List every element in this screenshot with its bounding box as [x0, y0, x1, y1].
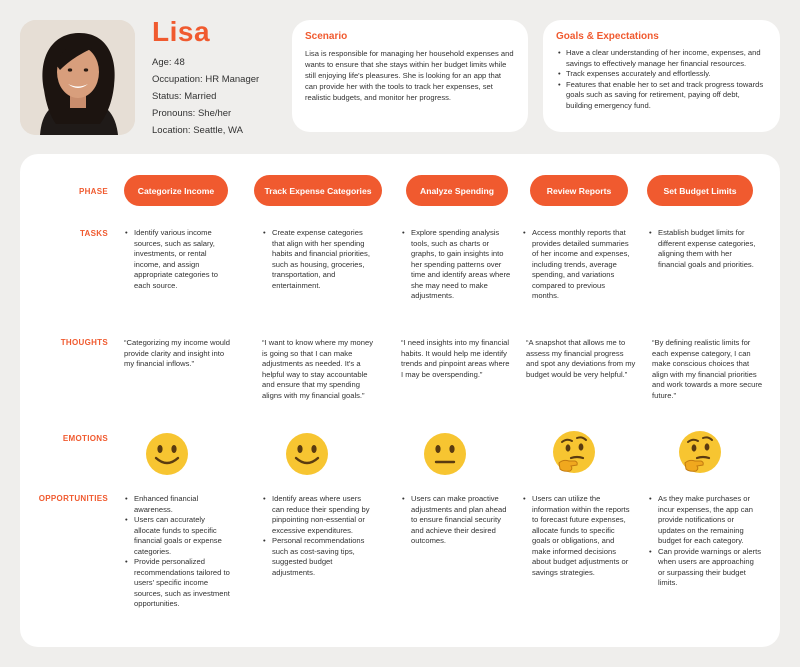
goals-title: Goals & Expectations: [556, 31, 659, 42]
phase-categorize-income: Categorize Income: [124, 175, 228, 206]
opportunity-item: • Enhanced financial awareness.: [124, 494, 230, 515]
thought-cell: “I want to know where my money is going so that I can make adjustments as needed. It's a helpful way to stay accountable and ensure that my spending aligns with my financial goals.”: [262, 338, 373, 400]
task-item: • Explore spending analysis tools, such as charts or graphs, to gain insights into her spending patterns over time and identify areas where she may need to make adjustments.: [401, 228, 511, 302]
goals-list: [556, 48, 767, 111]
opportunities-cell: [522, 494, 634, 578]
tasks-cell: [401, 228, 511, 302]
slightly-smiling-face-icon: [144, 431, 190, 477]
tasks-cell: [262, 228, 372, 291]
persona-pronouns: Pronouns: She/her: [152, 108, 232, 119]
persona-age: Age: 48: [152, 57, 185, 68]
opportunity-item: • Can provide warnings or alerts when users are approaching or surpassing their budget limits.: [648, 547, 762, 589]
scenario-title: Scenario: [305, 31, 348, 42]
thought-cell: “I need insights into my financial habits. It would help me identify trends and pinpoint areas where I may be overspending.”: [401, 338, 510, 379]
phase-analyze-spending: Analyze Spending: [406, 175, 508, 206]
opportunity-item: • Provide personalized recommendations tailored to users' specific income sources, such as investment opportunities.: [124, 557, 230, 610]
tasks-cell: [648, 228, 760, 270]
tasks-cell: [522, 228, 634, 302]
goal-item: • Track expenses accurately and effortlessly.: [556, 69, 767, 80]
goal-item: • Features that enable her to set and track progress towards goals such as saving for retirement, paying off debt, building emergency fund.: [556, 80, 767, 112]
phase-review-reports: Review Reports: [530, 175, 628, 206]
scenario-text: Lisa is responsible for managing her household expenses and wants to ensure that she stays within her budget limits while still enjoying life's pleasures. She is looking for an app that can provide her with the tools to track her expenses, set realistic budgets, and monitor her progress.: [305, 49, 514, 102]
task-item: • Create expense categories that align with her spending habits and financial priorities, such as housing, groceries, transportation, and entertainment.: [262, 228, 372, 291]
persona-status: Status: Married: [152, 91, 217, 102]
opportunity-item: • Users can utilize the information within the reports to forecast future expenses, allocate funds to specific goals or obligations, and make informed decisions about budget adjustments or savings strategies.: [522, 494, 634, 578]
label-opportunities: OPPORTUNITIES: [38, 494, 108, 503]
opportunity-item: • Users can make proactive adjustments and plan ahead to ensure financial security and achieve their desired outcomes.: [401, 494, 511, 547]
thinking-face-icon: [677, 429, 723, 475]
persona-name: Lisa: [152, 16, 211, 47]
opportunity-item: • Users can accurately allocate funds to specific financial goals or expense categories.: [124, 515, 230, 557]
tasks-cell: [124, 228, 230, 291]
persona-photo-icon: [20, 20, 135, 135]
persona-facts: [152, 54, 259, 139]
journey-card: [20, 154, 780, 647]
neutral-face-icon: [422, 431, 468, 477]
task-item: • Identify various income sources, such as salary, investments, or rental income, and assign appropriate categories to each source.: [124, 228, 230, 291]
persona-avatar: [20, 20, 135, 135]
opportunities-cell: [124, 494, 230, 610]
label-phase: PHASE: [78, 187, 108, 196]
task-item: • Access monthly reports that provides detailed summaries of her income and expenses, including trends, average spending, and variations compared to previous months.: [522, 228, 634, 302]
thought-cell: “A snapshot that allows me to assess my financial progress and spot any deviations from my budget would be very helpful.”: [526, 338, 636, 379]
goals-card: [543, 20, 780, 132]
opportunity-item: • Identify areas where users can reduce their spending by pinpointing non-essential or excessive expenditures.: [262, 494, 372, 536]
opportunities-cell: [262, 494, 372, 578]
persona-location: Location: Seattle, WA: [152, 125, 244, 136]
persona-occupation: Occupation: HR Manager: [152, 74, 260, 85]
scenario-card: [292, 20, 528, 132]
opportunity-item: • Personal recommendations such as cost-saving tips, suggested budget adjustments.: [262, 536, 372, 578]
opportunity-item: • As they make purchases or incur expenses, the app can provide notifications or updates on the remaining budget for each category.: [648, 494, 762, 547]
task-item: • Establish budget limits for different expense categories, aligning them with her financial goals and priorities.: [648, 228, 760, 270]
phase-track-expense-categories: Track Expense Categories: [254, 175, 382, 206]
phase-set-budget-limits: Set Budget Limits: [647, 175, 753, 206]
slightly-smiling-face-icon: [284, 431, 330, 477]
goal-item: • Have a clear understanding of her income, expenses, and savings to effectively manage her financial resources.: [556, 48, 767, 69]
opportunities-cell: [648, 494, 762, 589]
thought-cell: “Categorizing my income would provide clarity and insight into my financial inflows.”: [124, 338, 230, 369]
thought-cell: “By defining realistic limits for each expense category, I can make conscious choices that align with my financial priorities and work towards a more secure future.”: [652, 338, 763, 400]
label-tasks: TASKS: [79, 229, 108, 238]
label-emotions: EMOTIONS: [62, 434, 108, 443]
thinking-face-icon: [551, 429, 597, 475]
opportunities-cell: [401, 494, 511, 547]
label-thoughts: THOUGHTS: [60, 338, 108, 347]
